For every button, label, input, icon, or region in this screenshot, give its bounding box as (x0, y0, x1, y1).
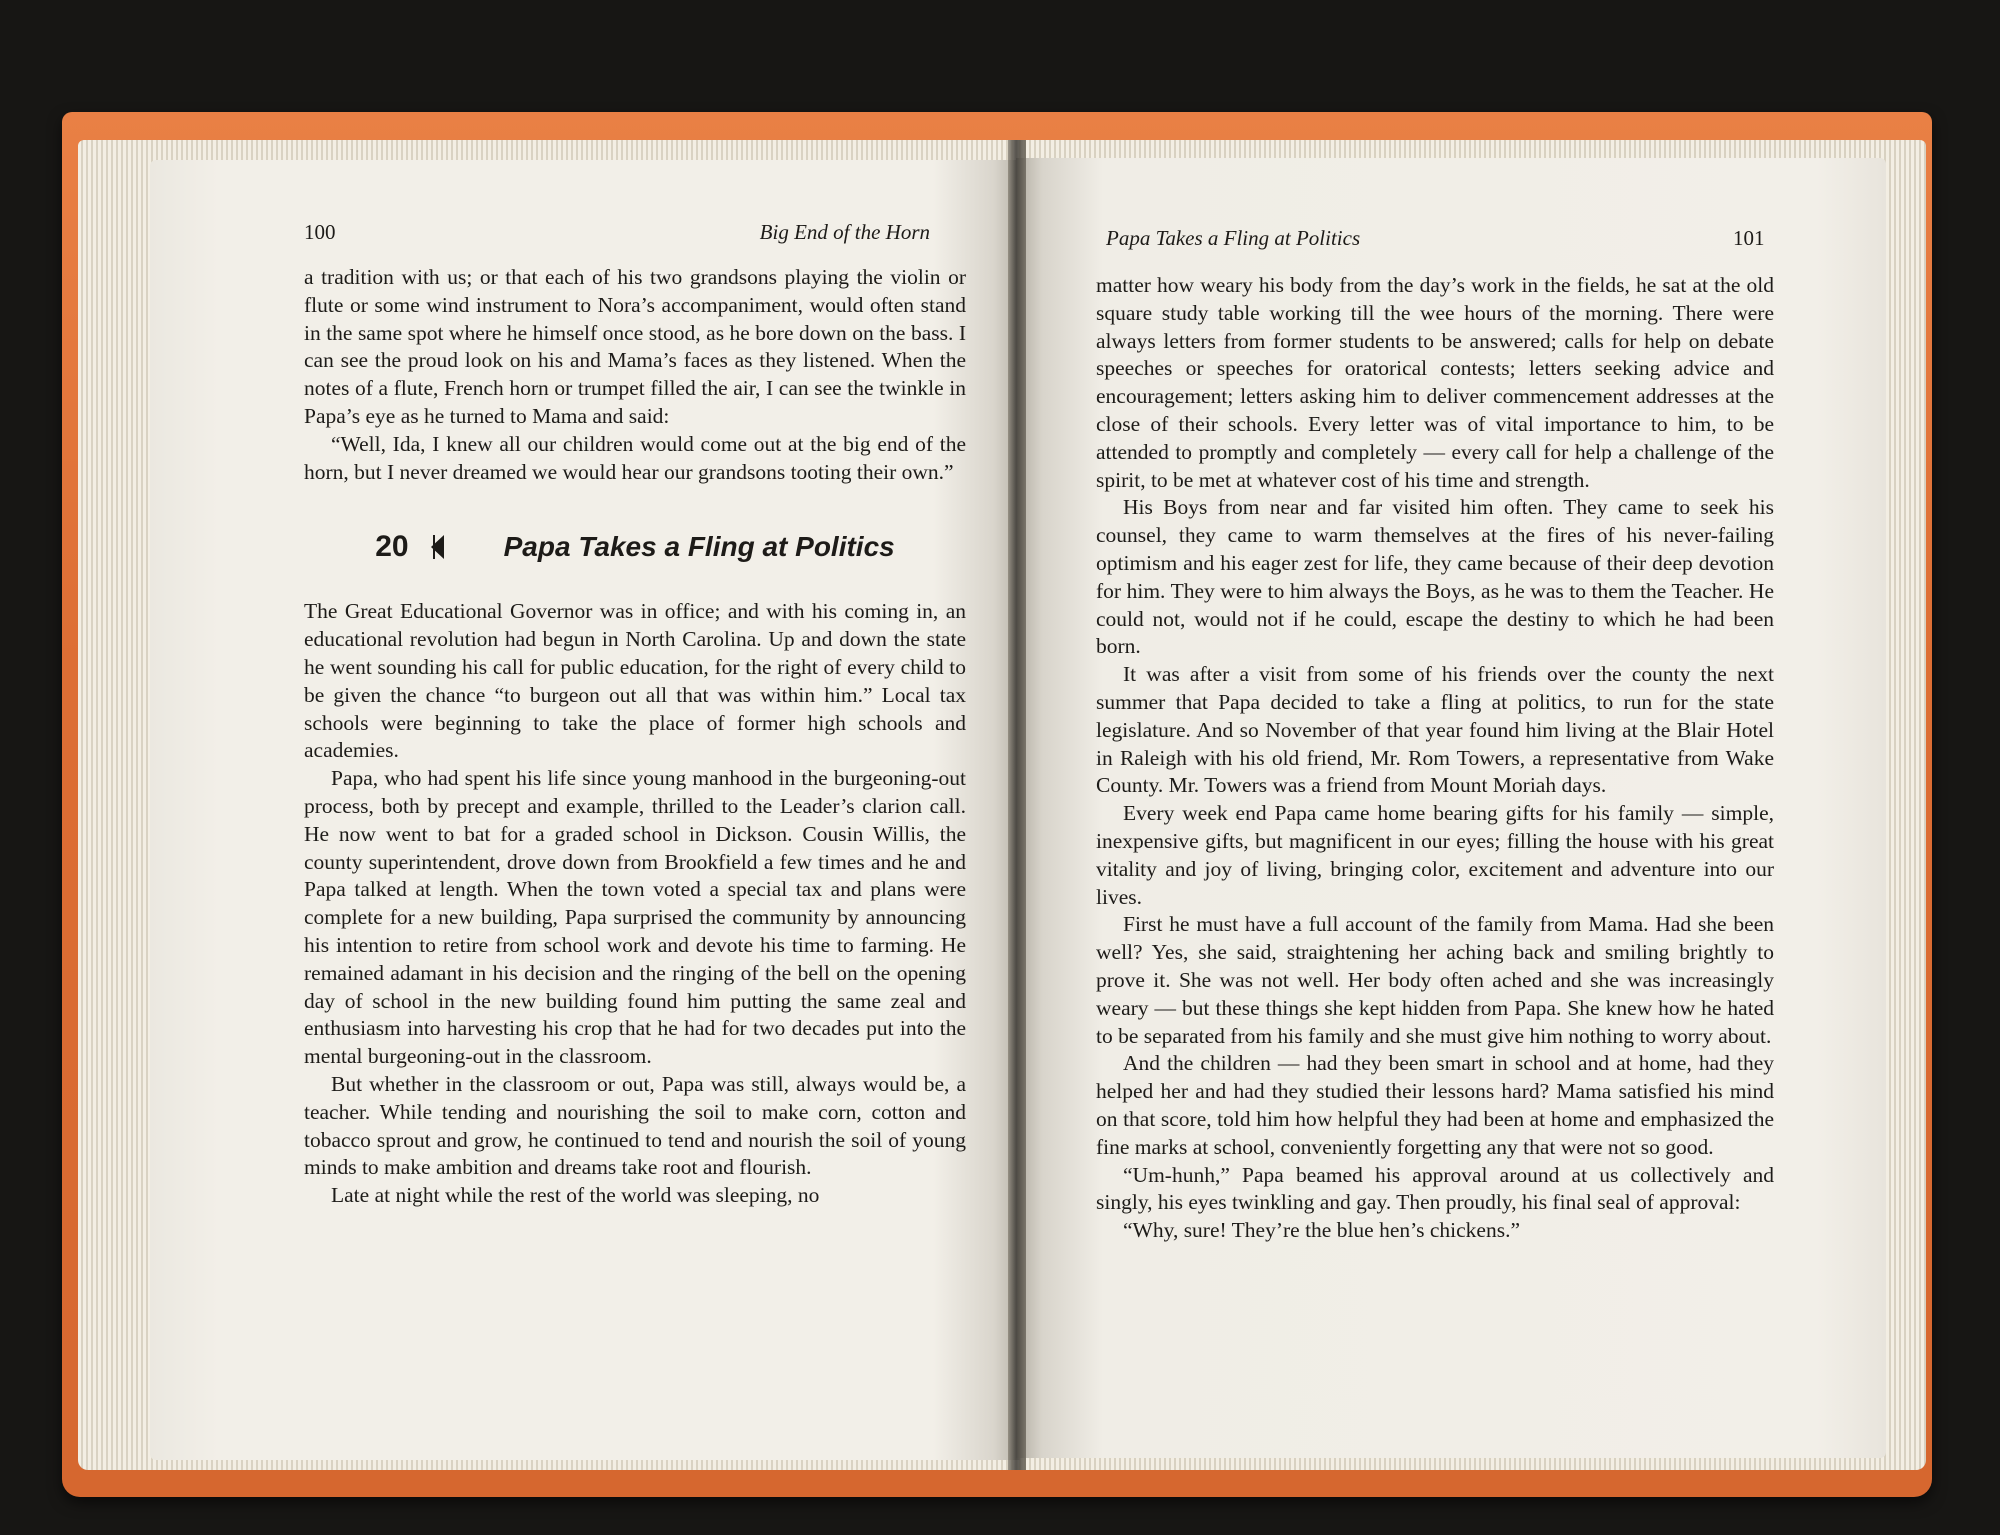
chapter-title: Papa Takes a Fling at Politics (503, 531, 895, 563)
paragraph: “Why, sure! They’re the blue hen’s chickens.” (1123, 1218, 1520, 1243)
paragraph: “Um-hunh,” Papa beamed his approval around at us collectively and singly, his eyes twinkling and gay. Then proudly, his final seal of approval: (1096, 1162, 1774, 1215)
paragraph: And the children — had they been smart in school and at home, had they helped her and had they studied their lessons hard? Mama satisfied his mind on that score, told him how helpful they had been at home and emphasized the fine marks at school, conveniently forgetting any that were not so good. (1096, 1051, 1774, 1159)
left-page-body (304, 264, 966, 1210)
paragraph: Late at night while the rest of the world was sleeping, no (331, 1183, 820, 1208)
paragraph: But whether in the classroom or out, Papa was still, always would be, a teacher. While tending and nourishing the soil to make corn, cotton and tobacco sprout and grow, he continued to tend and nourish the soil of young minds to make ambition and dreams take root and flourish. (304, 1071, 966, 1180)
left-running-head: Big End of the Horn (759, 220, 930, 244)
right-page-body (1096, 272, 1774, 1245)
paragraph: a tradition with us; or that each of his two grandsons playing the violin or flute or some wind instrument to Nora’s accompaniment, would often stand in the same spot where he himself once stood, as he bore down on the bass. I can see the proud look on his and Mama’s faces as they listened. When the notes of a flute, French horn or trumpet filled the air, I can see the twinkle in Papa’s eye as he turned to Mama and said: (304, 265, 966, 428)
paragraph: matter how weary his body from the day’s work in the fields, he sat at the old square study table working till the wee hours of the morning. There were always letters from former students to be answered; calls for help on debate speeches or speeches for oratorical contests; letters seeking advice and encouragement; letters asking him to deliver commencement addresses at the close of their schools. Every letter was of vital importance to him, to be attended to promptly and completely — every call for help a challenge of the spirit, to be met at whatever cost of his time and strength. (1096, 273, 1774, 492)
right-running-head: Papa Takes a Fling at Politics (1106, 226, 1361, 250)
left-page (150, 160, 1020, 1460)
paragraph: The Great Educational Governor was in office; and with his coming in, an educational revolution had begun in North Carolina. Up and down the state he went sounding his call for public education, for the right of every child to be given the chance “to burgeon out all that was within him.” Local tax schools were beginning to take the place of former high schools and academies. (304, 599, 966, 763)
chapter-number: 20 (375, 530, 409, 564)
paragraph: It was after a visit from some of his friends over the county the next summer that Papa decided to take a fling at politics, to run for the state legislature. And so November of that year found him living at the Blair Hotel in Raleigh with his old friend, Mr. Rom Towers, a representative from Wake County. Mr. Towers was a friend from Mount Moriah days. (1096, 662, 1774, 798)
paragraph: “Well, Ida, I knew all our children would come out at the big end of the horn, but I never dreamed we would hear our grandsons tooting their own.” (304, 431, 966, 484)
right-page-number: 101 (1733, 226, 1765, 250)
chapter-marker-icon (431, 535, 444, 559)
paragraph: Every week end Papa came home bearing gifts for his family — simple, inexpensive gifts, but magnificent in our eyes; filling the house with his great vitality and joy of living, bringing color, excitement and adventure into our lives. (1096, 801, 1774, 909)
paragraph: Papa, who had spent his life since young manhood in the burgeoning-out process, both by precept and example, thrilled to the Leader’s clarion call. He now went to bat for a graded school in Dickson. Cousin Willis, the county superintendent, drove down from Brookfield a few times and he and Papa talked at length. When the town voted a special tax and plans were complete for a new building, Papa surprised the community by announcing his intention to retire from school work and devote his time to farming. He remained adamant in his decision and the ringing of the bell on the opening day of school in the new building found him putting the same zeal and enthusiasm into harvesting his crop that he had for two decades put into the mental burgeoning-out in the classroom. (304, 766, 966, 1069)
book-gutter (1008, 140, 1026, 1470)
paragraph: First he must have a full account of the family from Mama. Had she been well? Yes, she said, straightening her aching back and smiling brightly to prove it. She was not well. Her body often ached and she was increasingly weary — but these things she kept hidden from Papa. She knew how he hated to be separated from his family and she must give him nothing to worry about. (1096, 912, 1774, 1048)
chapter-heading (304, 522, 966, 572)
paragraph: His Boys from near and far visited him often. They came to seek his counsel, they came to warm themselves at the fires of his never-failing optimism and his eager zest for life, they came because of their deep devotion for him. They were to him always the Boys, as he was to them the Teacher. He could not, would not if he could, escape the destiny to which he had been born. (1096, 495, 1774, 659)
left-page-number: 100 (304, 220, 336, 244)
right-page (1016, 158, 1886, 1458)
